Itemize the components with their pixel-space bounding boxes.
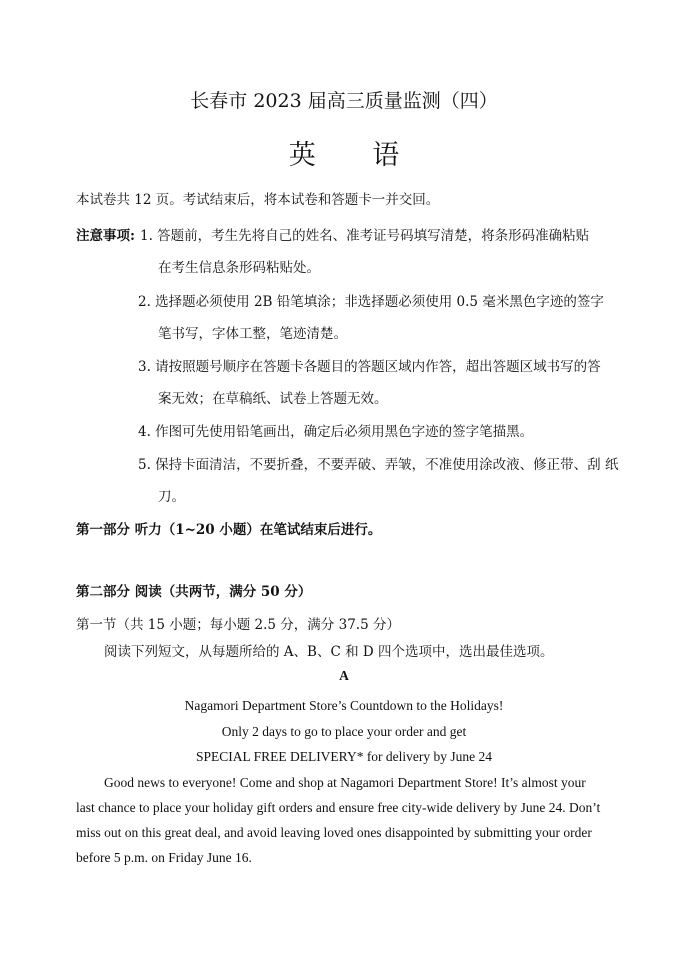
- note-item-4: 4. 作图可先使用铅笔画出，确定后必须用黑色字迹的签字笔描黑。: [138, 424, 534, 440]
- part-two-heading: 第二部分 阅读（共两节，满分 50 分）: [76, 584, 312, 600]
- note-item-2: 2. 选择题必须使用 2B 铅笔填涂；非选择题必须使用 0.5 毫米黑色字迹的签字: [138, 294, 604, 310]
- passage-heading-3: SPECIAL FREE DELIVERY* for delivery by June 24: [195, 749, 493, 764]
- exam-title: 长春市 2023 届高三质量监测（四）: [190, 90, 498, 112]
- passage-heading-1: Nagamori Department Store’s Countdown to the Holidays!: [184, 698, 504, 713]
- intro-text: 本试卷共 12 页。考试结束后，将本试卷和答题卡一并交回。: [76, 192, 440, 208]
- passage-body-line-2: last chance to place your holiday gift orders and ensure free city-wide delivery by June 24. Don’t: [76, 800, 601, 815]
- note-item-1-cont: 在考生信息条形码粘贴处。: [158, 260, 320, 276]
- notes-label: 注意事项:: [76, 228, 135, 244]
- note-item-1: 1. 答题前，考生先将自己的姓名、准考证号码填写清楚，将条形码准确粘贴: [140, 228, 590, 244]
- subject-title: 英 语: [288, 140, 424, 171]
- reading-instructions: 阅读下列短文，从每题所给的 A、B、C 和 D 四个选项中，选出最佳选项。: [104, 644, 554, 660]
- note-item-5-cont: 刀。: [158, 489, 185, 505]
- note-item-5: 5. 保持卡面清洁，不要折叠，不要弄破、弄皱，不准使用涂改液、修正带、刮 纸: [138, 457, 619, 473]
- passage-heading-2: Only 2 days to go to place your order and get: [221, 724, 467, 739]
- part-one-heading: 第一部分 听力（1~20 小题）在笔试结束后进行。: [76, 522, 382, 538]
- note-item-3: 3. 请按照题号顺序在答题卡各题目的答题区域内作答，超出答题区域书写的答: [138, 359, 601, 375]
- passage-body-line-1: Good news to everyone! Come and shop at Nagamori Department Store! It’s almost your: [104, 775, 586, 790]
- passage-body-line-4: before 5 p.m. on Friday June 16.: [76, 850, 252, 865]
- passage-label: A: [339, 668, 349, 683]
- note-item-2-cont: 笔书写，字体工整，笔迹清楚。: [158, 326, 347, 342]
- passage-body-line-3: miss out on this great deal, and avoid leaving loved ones disappointed by submitting your order: [76, 825, 592, 840]
- section-one-heading: 第一节（共 15 小题；每小题 2.5 分，满分 37.5 分）: [76, 617, 400, 633]
- note-item-3-cont: 案无效；在草稿纸、试卷上答题无效。: [158, 391, 388, 407]
